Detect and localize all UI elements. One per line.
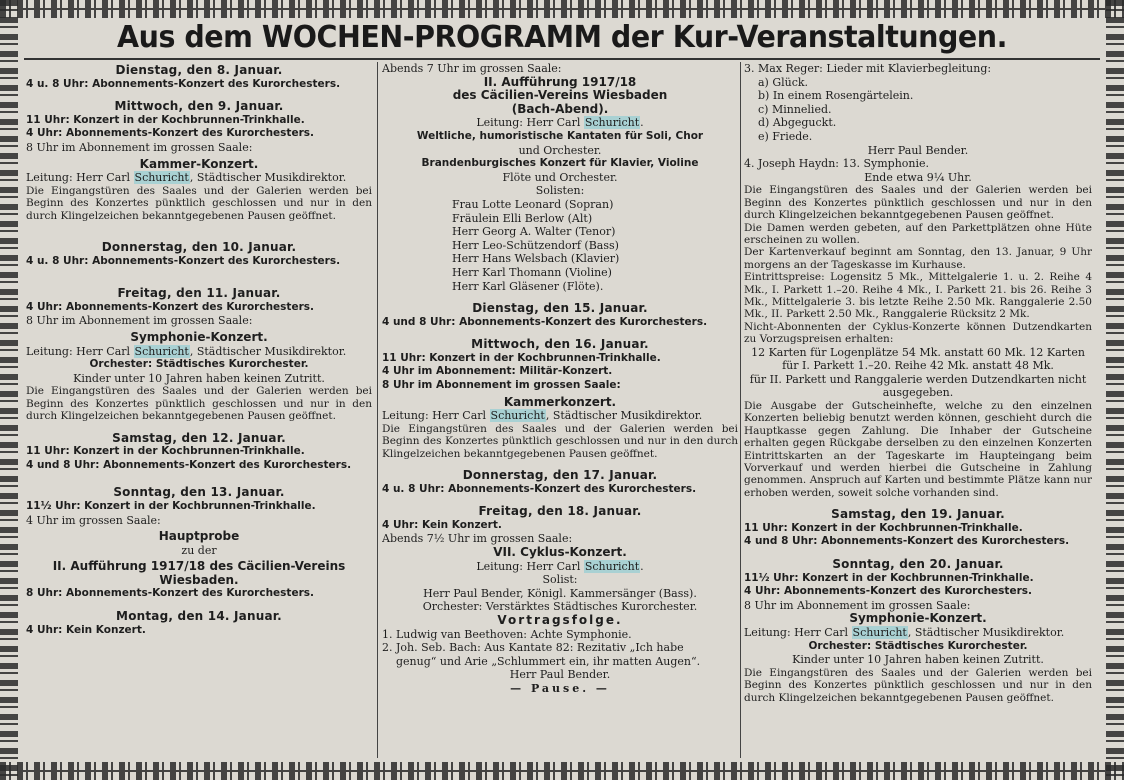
event-line: 11 Uhr: Konzert in der Kochbrunnen-Trinkhalle.: [26, 113, 305, 126]
conductor-name: Schuricht: [584, 116, 640, 130]
ornamental-border-left: [0, 0, 18, 780]
event-line: 11 Uhr: Konzert in der Kochbrunnen-Trinkhalle.: [382, 351, 661, 364]
song-item: b) In einem Rosengärtelein.: [758, 89, 914, 103]
song-item: c) Minnelied.: [758, 102, 832, 116]
concert-title: II. Aufführung 1917/18: [483, 74, 637, 89]
conductor-line: [26, 171, 372, 185]
soloist: Herr Hans Welsbach (Klavier): [452, 252, 620, 266]
conductor-label: Leitung: Herr Carl: [26, 171, 134, 185]
event-line: 11 Uhr: Konzert in der Kochbrunnen-Trinkhalle.: [26, 445, 305, 458]
column-1: [26, 62, 372, 758]
concert-title: VII. Cyklus-Konzert.: [493, 545, 627, 560]
conductor-line: [26, 345, 372, 359]
program-item: 4. Joseph Haydn: 13. Symphonie.: [744, 157, 930, 171]
orchestra-line: Orchester: Städtisches Kurorchester.: [808, 639, 1028, 652]
event-line: 4 u. 8 Uhr: Abonnements-Konzert des Kurorchesters.: [26, 254, 341, 267]
headline-rule: [24, 58, 1100, 60]
program-heading: Vortragsfolge.: [497, 613, 623, 627]
conductor-line: [382, 116, 738, 130]
conductor-label: Leitung: Herr Carl: [382, 409, 490, 423]
program-line: Flöte und Orchester.: [502, 170, 618, 184]
event-line: 8 Uhr im Abonnement im grossen Saale:: [26, 314, 253, 328]
dozen-card-line: 12 Karten für Logenplätze 54 Mk. anstatt 60 Mk. 12 Karten: [751, 345, 1085, 359]
ornamental-border-right: [1106, 0, 1124, 780]
program-item: 2. Joh. Seb. Bach: Aus Kantate 82: Rezitativ „Ich habe: [382, 641, 684, 655]
ticket-prices: Eintrittspreise: Logensitz 5 Mk., Mittelgalerie 1. u. 2. Reihe 4 Mk., I. Parkett 1.–20. Reihe 4 Mk., I. Parkett 21. bis 26. Reihe 3 Mk., Mittelgalerie 3. bis letzte Reihe 2.50 Mk. Ranggalerie 2.50 Mk., II. Parkett 2.50 Mk., Ranggalerie Rücksitz 2 Mk.: [744, 271, 1092, 321]
day-heading: Samstag, den 12. Januar.: [112, 430, 286, 445]
program-line: Brandenburgisches Konzert für Klavier, Violine: [421, 157, 699, 170]
day-heading: Donnerstag, den 10. Januar.: [101, 239, 297, 254]
concert-title: Kammerkonzert.: [503, 394, 617, 409]
conductor-title: , Städtischer Musikdirektor.: [189, 171, 347, 185]
event-line: 11½ Uhr: Konzert in der Kochbrunnen-Trinkhalle.: [744, 571, 1034, 584]
event-line: 11½ Uhr: Konzert in der Kochbrunnen-Trinkhalle.: [26, 499, 316, 512]
conductor-name: Schuricht: [584, 559, 640, 573]
concert-title: Hauptprobe: [158, 529, 240, 544]
column-2: [382, 62, 738, 758]
event-line: 4 und 8 Uhr: Abonnements-Konzert des Kurorchesters.: [26, 458, 352, 471]
ornamental-border-top: [0, 0, 1124, 18]
event-line: 8 Uhr im Abonnement im grossen Saale:: [26, 140, 253, 154]
day-heading: Samstag, den 19. Januar.: [831, 507, 1005, 522]
day-heading: Freitag, den 11. Januar.: [117, 286, 281, 301]
event-line: Abends 7½ Uhr im grossen Saale:: [382, 532, 573, 546]
conductor-label: Leitung: Herr Carl: [476, 116, 584, 130]
day-heading: Mittwoch, den 9. Januar.: [114, 99, 284, 114]
soloist: Fräulein Elli Berlow (Alt): [452, 211, 593, 225]
song-item: e) Friede.: [758, 129, 813, 143]
ornamental-border-bottom: [0, 762, 1124, 780]
event-line: 8 Uhr: Abonnements-Konzert des Kurorchesters.: [26, 587, 314, 600]
concert-title: Symphonie-Konzert.: [130, 329, 268, 344]
conductor-title: .: [640, 116, 644, 130]
door-notice: Die Eingangstüren des Saales und der Galerien werden bei Beginn des Konzertes pünktlich geschlossen und nur in den durch Klingelzeichen bekanntgegebenen Pausen geöffnet.: [744, 666, 1092, 704]
conductor-name: Schuricht: [852, 626, 907, 639]
column-divider-2: [740, 62, 741, 758]
concert-title: Symphonie-Konzert.: [849, 611, 987, 626]
day-heading: Sonntag, den 20. Januar.: [832, 557, 1004, 572]
conductor-title: , Städtischer Musikdirektor.: [189, 344, 347, 358]
door-notice: Die Eingangstüren des Saales und der Galerien werden bei Beginn des Konzertes pünktlich geschlossen und nur in den durch Klingelzeichen bekanntgegebenen Pausen geöffnet.: [26, 184, 372, 222]
connector-text: zu der: [181, 543, 217, 557]
soloist: Herr Karl Gläsener (Flöte).: [452, 279, 604, 293]
event-line: 8 Uhr im Abonnement im grossen Saale:: [382, 379, 621, 392]
soloist: Herr Paul Bender, Königl. Kammersänger (Bass).: [423, 586, 697, 600]
conductor-line: [382, 560, 738, 574]
conductor-label: Leitung: Herr Carl: [26, 344, 134, 358]
day-heading: Dienstag, den 15. Januar.: [472, 301, 648, 316]
song-item: d) Abgeguckt.: [758, 116, 837, 130]
event-line: 11 Uhr: Konzert in der Kochbrunnen-Trinkhalle.: [744, 521, 1023, 534]
program-item: 1. Ludwig van Beethoven: Achte Symphonie.: [382, 627, 632, 641]
dozen-cards-notice: Nicht-Abonnenten der Cyklus-Konzerte können Dutzendkarten zu Vorzugspreisen erhalten:: [744, 320, 1092, 346]
day-heading: Sonntag, den 13. Januar.: [113, 485, 285, 500]
day-heading: Donnerstag, den 17. Januar.: [462, 468, 658, 483]
conductor-title: .: [640, 559, 644, 573]
soloist: Herr Karl Thomann (Violine): [452, 265, 612, 279]
event-line: 4 Uhr im Abonnement: Militär-Konzert.: [382, 365, 613, 378]
column-3: [744, 62, 1092, 758]
dozen-card-line: für I. Parkett 1.–20. Reihe 42 Mk. anstatt 48 Mk.: [782, 359, 1054, 373]
conductor-name: Schuricht: [490, 409, 545, 423]
ticket-sale-notice: Der Kartenverkauf beginnt am Sonntag, den 13. Januar, 9 Uhr morgens an der Tageskasse im Kurhause.: [744, 246, 1092, 271]
conductor-title: , Städtischer Musikdirektor.: [545, 409, 703, 423]
program-item: genug“ und Arie „Schlummert ein, ihr matten Augen“.: [396, 654, 701, 668]
event-line: 4 und 8 Uhr: Abonnements-Konzert des Kurorchesters.: [744, 535, 1070, 548]
dozen-card-line: für II. Parkett und Ranggalerie werden Dutzendkarten nicht: [749, 372, 1087, 386]
day-heading: Montag, den 14. Januar.: [116, 609, 282, 624]
event-line: 4 Uhr: Abonnements-Konzert des Kurorchesters.: [744, 585, 1032, 598]
headline: Aus dem WOCHEN-PROGRAMM der Kur-Veranstaltungen.: [117, 20, 1007, 55]
pause-marker: — Pause. —: [510, 681, 610, 695]
day-heading: Freitag, den 18. Januar.: [478, 504, 642, 519]
soloist: Herr Leo-Schützendorf (Bass): [452, 238, 619, 252]
conductor-name: Schuricht: [134, 171, 189, 185]
day-heading: Dienstag, den 8. Januar.: [115, 63, 283, 77]
event-line: 4 u. 8 Uhr: Abonnements-Konzert des Kurorchesters.: [382, 482, 697, 495]
door-notice: Die Eingangstüren des Saales und der Galerien werden bei Beginn des Konzertes pünktlich geschlossen und nur in den durch Klingelzeichen bekanntgegebenen Pausen geöffnet.: [744, 184, 1092, 222]
hat-notice: Die Damen werden gebeten, auf den Parkettplätzen ohne Hüte erscheinen zu wollen.: [744, 221, 1092, 246]
door-notice: Die Eingangstüren des Saales und der Galerien werden bei Beginn des Konzertes pünktlich geschlossen und nur in den durch Klingelzeichen bekanntgegebenen Pausen geöffnet.: [26, 385, 372, 423]
event-line: 4 Uhr: Kein Konzert.: [26, 623, 146, 636]
song-item: a) Glück.: [758, 75, 809, 89]
door-notice: Die Eingangstüren des Saales und der Galerien werden bei Beginn des Konzertes pünktlich geschlossen und nur in den durch Klingelzeichen bekanntgegebenen Pausen geöffnet.: [382, 422, 738, 460]
event-line: 4 Uhr: Abonnements-Konzert des Kurorchesters.: [26, 127, 314, 140]
soloist: Herr Georg A. Walter (Tenor): [452, 225, 616, 239]
conductor-title: , Städtischer Musikdirektor.: [907, 626, 1065, 639]
conductor-name: Schuricht: [134, 344, 189, 358]
dozen-card-line: ausgegeben.: [882, 386, 954, 400]
conductor-line: [382, 409, 738, 423]
column-divider-1: [377, 62, 378, 758]
event-line: 4 u. 8 Uhr: Abonnements-Konzert des Kurorchesters.: [26, 77, 341, 90]
day-heading: Mittwoch, den 16. Januar.: [471, 337, 649, 352]
concert-title: Kammer-Konzert.: [139, 156, 259, 171]
conductor-line: [744, 626, 1092, 640]
concert-title: (Bach-Abend).: [511, 101, 609, 116]
orchestra-line: Orchester: Städtisches Kurorchester.: [89, 358, 309, 371]
orchestra-line: Orchester: Verstärktes Städtisches Kurorchester.: [422, 600, 698, 614]
concert-title: des Cäcilien-Vereins Wiesbaden: [452, 88, 668, 103]
conductor-label: Leitung: Herr Carl: [476, 559, 584, 573]
performer-line: Herr Paul Bender.: [867, 143, 969, 157]
soloist: Frau Lotte Leonard (Sopran): [452, 197, 614, 211]
voucher-notice: Die Ausgabe der Gutscheinhefte, welche zu den einzelnen Konzerten beliebig benutzt werden können, geschieht durch die Hauptkasse gegen Zahlung. Die Inhaber der Gutscheine erhalten gegen Rückgabe derselben zu den einzelnen Konzerten Eintrittskarten an der Tageskarte im Haupteingang beim Vorverkauf und werden hierbei die Gutscheine in Zahlung genommen. Anspruch auf Karten und bestimmte Plätze kann nur erhoben werden, soweit solche vorhanden sind.: [744, 400, 1092, 499]
end-time: Ende etwa 9¼ Uhr.: [864, 170, 972, 184]
children-notice: Kinder unter 10 Jahren haben keinen Zutritt.: [792, 653, 1044, 667]
performer-line: Herr Paul Bender.: [509, 668, 611, 682]
program-line: und Orchester.: [518, 143, 602, 157]
soloist-label: Solist:: [542, 573, 578, 587]
event-line: 4 Uhr im grossen Saale:: [26, 513, 161, 527]
program-line: Weltliche, humoristische Kantaten für Soli, Chor: [416, 129, 704, 142]
children-notice: Kinder unter 10 Jahren haben keinen Zutritt.: [73, 371, 325, 385]
conductor-label: Leitung: Herr Carl: [744, 626, 852, 639]
event-line: 8 Uhr im Abonnement im grossen Saale:: [744, 598, 971, 612]
concert-title: II. Aufführung 1917/18 des Cäcilien-Vereins Wiesbaden.: [52, 559, 346, 587]
event-line: 4 und 8 Uhr: Abonnements-Konzert des Kurorchesters.: [382, 315, 708, 328]
event-line: Abends 7 Uhr im grossen Saale:: [382, 62, 562, 75]
soloists-label: Solisten:: [535, 184, 585, 198]
event-line: 4 Uhr: Abonnements-Konzert des Kurorchesters.: [26, 300, 314, 313]
program-item: 3. Max Reger: Lieder mit Klavierbegleitung:: [744, 62, 992, 75]
event-line: 4 Uhr: Kein Konzert.: [382, 518, 502, 531]
